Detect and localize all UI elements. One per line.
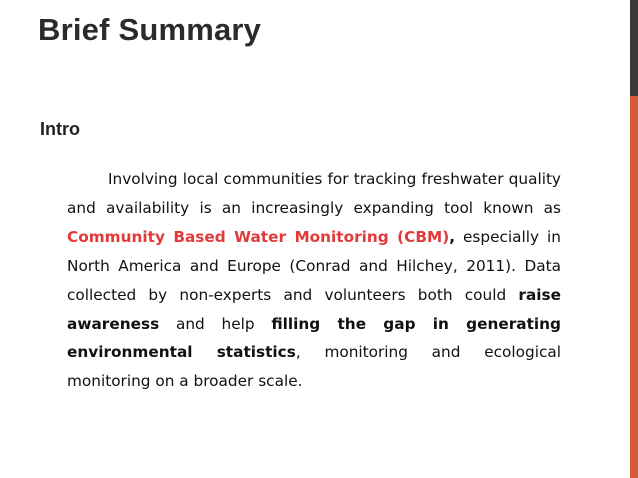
slide-title: Brief Summary [38,12,262,47]
accent-bar-bottom [630,96,638,478]
highlight-cbm: Community Based Water Monitoring (CBM) [67,227,450,246]
section-heading: Intro [40,119,80,139]
bold-raise-awareness: raise awareness [67,285,561,333]
paragraph-text-1: Involving local communities for tracking freshwater quality and availability is an increasingly expanding tool known as [67,170,561,217]
paragraph-text-3: and help [159,314,272,333]
accent-bar-top [630,0,638,96]
intro-paragraph [67,165,561,396]
bold-filling-gap: filling the gap in generating environmental statistics [67,314,561,362]
paragraph-text-4: , monitoring and ecological monitoring on a broader scale. [67,343,561,391]
paragraph-text-2: , [449,227,456,246]
paragraph-text-2-rest: especially in North America and Europe (Conrad and Hilchey, 2011). Data collected by non-experts and volunteers both could [67,227,562,304]
